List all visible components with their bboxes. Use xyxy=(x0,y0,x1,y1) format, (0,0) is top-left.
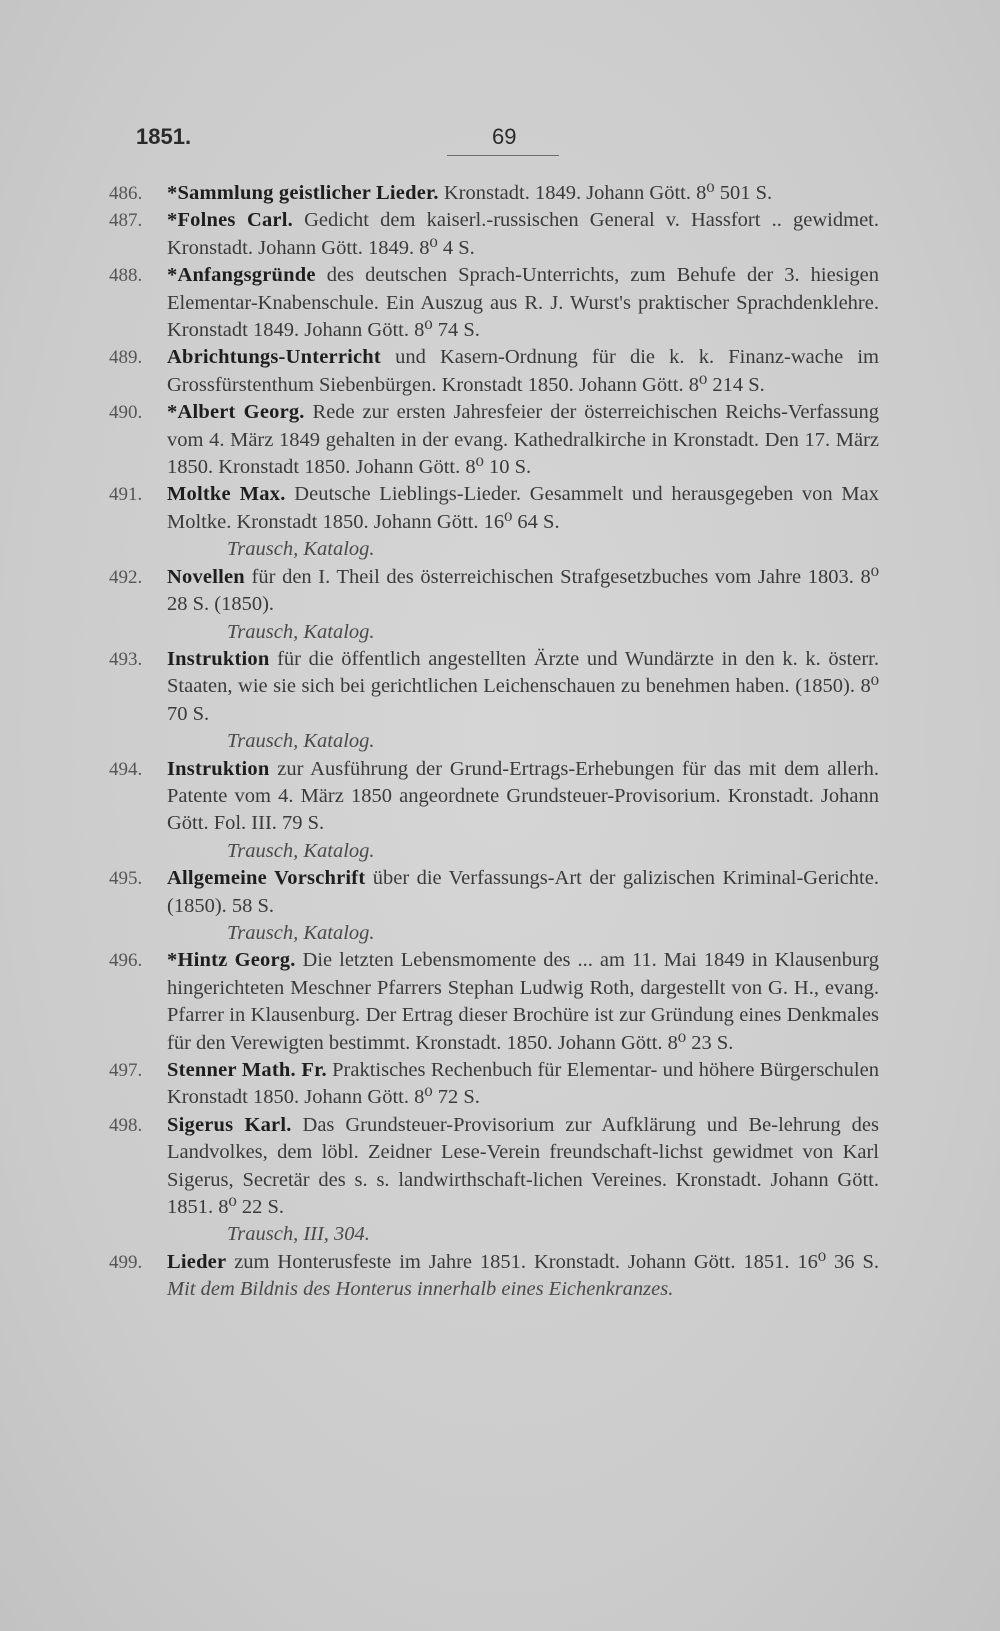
entry-text: Praktisches Rechenbuch für Elementar- und höhere Bürgerschulen Kronstadt 1850. Johann Gött. 8⁰ 72 S. xyxy=(167,1059,879,1109)
entry-reference: Trausch, Katalog. xyxy=(227,730,375,753)
entry-lead-title: Abrichtungs-Unterricht xyxy=(167,346,381,369)
bibliography-entry xyxy=(109,481,880,563)
entry-number: 486. xyxy=(109,183,143,204)
entry-lead-title: Lieder xyxy=(167,1250,227,1273)
entry-lead-title: Novellen xyxy=(167,565,245,588)
bibliography-entry xyxy=(109,344,879,399)
entry-lead-title: *Sammlung geistlicher Lieder. xyxy=(167,182,439,204)
bibliography-entry xyxy=(109,207,879,262)
entry-text: Das Grundsteuer-Provisorium zur Aufklärung und Be-lehrung des Landvolkes, dem löbl. Zeidner Lese-Verein freundschaft-lichst gewidmet von Karl Sigerus, Secretär des s. s. landwirthschaft-lichen Vereines. Kronstadt. Johann Gött. 1851. 8⁰ 22 S. xyxy=(167,1113,879,1219)
entry-reference: Trausch, Katalog. xyxy=(227,620,375,643)
entry-lead-title: *Hintz Georg. xyxy=(167,949,296,972)
entry-number: 495. xyxy=(109,868,143,890)
entry-text: für den I. Theil des österreichischen Strafgesetzbuches vom Jahre 1803. 8⁰ 28 S. (1850). xyxy=(167,565,879,616)
entry-reference: Trausch, III, 304. xyxy=(227,1223,370,1246)
entry-lead-title: *Anfangsgründe xyxy=(167,264,316,287)
entry-number: 496. xyxy=(109,950,143,972)
bibliography-entry xyxy=(109,1249,879,1304)
entry-lead-title: Instruktion xyxy=(167,757,270,780)
entry-text: Deutsche Lieblings-Lieder. Gesammelt und herausgegeben von Max Moltke. Kronstadt 1850. Johann Gött. 16⁰ 64 S. xyxy=(167,483,880,533)
entry-number: 489. xyxy=(109,347,143,369)
bibliography-entry xyxy=(109,399,879,481)
entry-text: Kronstadt. 1849. Johann Gött. 8⁰ 501 S. xyxy=(438,182,773,204)
entry-text: zur Ausführung der Grund-Ertrags-Erhebungen für das mit dem allerh. Patente vom 4. März 1850 angeordnete Grundsteuer-Provisorium. Kronstadt. Johann Gött. Fol. III. 79 S. xyxy=(167,757,879,835)
entry-number: 490. xyxy=(109,402,143,424)
entry-text: Gedicht dem kaiserl.-russischen General v. Hassfort .. gewidmet. Kronstadt. Johann Gött. 1849. 8⁰ 4 S. xyxy=(167,209,879,259)
entry-note: Mit dem Bildnis des Honterus innerhalb eines Eichenkranzes. xyxy=(167,1278,674,1301)
bibliography-entry xyxy=(109,865,879,947)
entry-number: 491. xyxy=(109,484,143,506)
bibliography-entry xyxy=(109,1057,879,1112)
entry-reference: Trausch, Katalog. xyxy=(227,538,375,561)
entry-number: 497. xyxy=(109,1060,143,1081)
entry-text: Die letzten Lebensmomente des ... am 11. Mai 1849 in Klausenburg hingerichteten Meschner Pfarrers Stephan Ludwig Roth, dargestellt von G. H., evang. Pfarrer in Klausenburg. Der Ertrag dieser Brochüre ist zur Gründung eines Denkmales für den Verewigten bestimmt. Kronstadt. 1850. Johann Gött. 8⁰ 23 S. xyxy=(167,949,879,1054)
entry-number: 498. xyxy=(109,1114,143,1136)
entry-number: 493. xyxy=(109,648,143,670)
entry-lead-title: *Folnes Carl. xyxy=(167,209,293,232)
entry-lead-title: Allgemeine Vorschrift xyxy=(167,867,366,890)
entry-number: 487. xyxy=(109,210,143,232)
entry-reference: Trausch, Katalog. xyxy=(227,839,375,862)
entry-text: und Kasern-Ordnung für die k. k. Finanz-wache im Grossfürstenthum Siebenbürgen. Kronstadt 1850. Johann Gött. 8⁰ 214 S. xyxy=(167,346,879,396)
entry-text: über die Verfassungs-Art der galizischen Kriminal-Gerichte. (1850). 58 S. xyxy=(167,867,879,917)
header-year: 1851. xyxy=(136,124,192,149)
bibliography-entry xyxy=(109,564,879,646)
entry-text: zum Honterusfeste im Jahre 1851. Kronstadt. Johann Gött. 1851. 16⁰ 36 S. xyxy=(226,1250,879,1273)
bibliography-entry xyxy=(109,180,879,207)
entry-lead-title: Instruktion xyxy=(167,647,270,670)
entry-reference: Trausch, Katalog. xyxy=(227,921,375,944)
bibliography-entry xyxy=(109,756,879,866)
entry-lead-title: Sigerus Karl. xyxy=(167,1113,292,1136)
page-number: 69 xyxy=(492,124,517,149)
header-rule xyxy=(447,155,559,156)
bibliography-entry xyxy=(109,947,879,1057)
bibliography-entry xyxy=(109,262,879,344)
entry-text: Rede zur ersten Jahresfeier der österreichischen Reichs-Verfassung vom 4. März 1849 gehalten in der evang. Kathedralkirche in Kronstadt. Den 17. März 1850. Kronstadt 1850. Johann Gött. 8⁰ 10 S. xyxy=(167,401,879,479)
entry-text: für die öffentlich angestellten Ärzte und Wundärzte in den k. k. österr. Staaten, wie sie sich bei gerichtlichen Leichenschauen zu benehmen haben. (1850). 8⁰ 70 S. xyxy=(167,647,879,725)
entry-number: 499. xyxy=(109,1251,143,1273)
entry-lead-title: Moltke Max. xyxy=(167,483,286,506)
entry-text: des deutschen Sprach-Unterrichts, zum Behufe der 3. hiesigen Elementar-Knabenschule. Ein Auszug aus R. J. Wurst's praktischer Sprachdenklehre. Kronstadt 1849. Johann Gött. 8⁰ 74 S. xyxy=(167,264,879,342)
entry-lead-title: *Albert Georg. xyxy=(167,401,305,424)
bibliography-entry xyxy=(109,646,879,756)
entry-number: 494. xyxy=(109,758,143,780)
bibliography-entry xyxy=(109,1112,879,1249)
entry-number: 492. xyxy=(109,566,143,588)
entry-number: 488. xyxy=(109,265,143,287)
page-header xyxy=(0,124,1000,160)
entry-lead-title: Stenner Math. Fr. xyxy=(167,1059,327,1081)
bibliography-list xyxy=(0,180,1000,1304)
